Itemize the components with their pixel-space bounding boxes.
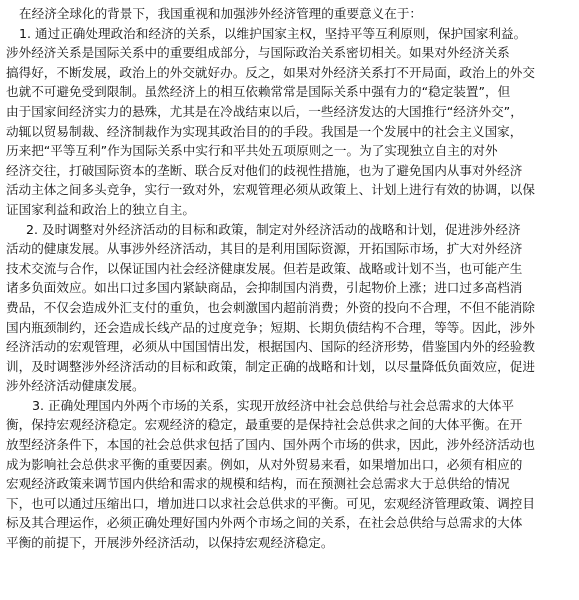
paragraph-3-line: 平衡的前提下，开展涉外经济活动，以保持宏观经济稳定。: [6, 535, 334, 551]
paragraph-1-line: 经济交往，打破国际资本的垄断、联合反对他们的歧视性措施，也为了避免国内从事对外经济: [6, 162, 523, 178]
paragraph-2-line: 诸多负面效应。如出口过多国内紧缺商品，会抑制国内消费，引起物价上涨；进口过多高档消: [6, 280, 523, 296]
paragraph-1: [6, 24, 573, 220]
intro-line: 在经济全球化的背景下，我国重视和加强涉外经济管理的重要意义在于：: [19, 6, 422, 21]
paragraph-1-line: 1. 通过正确处理政治和经济的关系，以维护国家主权，坚持平等互利原则，保护国家利益。: [19, 25, 527, 41]
paragraph-1-line: 也就不可避免受到限制。虽然经济上的相互依赖常常是国际关系中强有力的“稳定装置”，但: [6, 84, 511, 100]
paragraph-1-line: 动辄以贸易制裁、经济制裁作为实现其政治目的的手段。我国是一个发展中的社会主义国家，: [6, 123, 523, 139]
paragraph-3-line: 成为影响社会总供求平衡的重要因素。例如，从对外贸易来看，如果增加出口，必须有相应的: [6, 456, 523, 472]
paragraph-3-line: 衡，保持宏观经济稳定。宏观经济的稳定，最重要的是保持社会总供求之间的大体平衡。在开: [6, 417, 523, 433]
paragraph-1-line: 涉外经济关系是国际关系中的重要组成部分，与国际政治关系密切相关。如果对外经济关系: [6, 45, 510, 61]
paragraph-2: [6, 220, 573, 396]
paragraph-2-line: 活动的健康发展。从事涉外经济活动，其目的是利用国际资源，开拓国际市场，扩大对外经济: [6, 241, 523, 257]
paragraph-2-line: 国内瓶颈制约，还会造成长线产品的过度竞争；短期、长期负债结构不合理，等等。因此，涉外: [6, 319, 535, 335]
paragraph-1-line: 搞得好，不断发展，政治上的外交就好办。反之，如果对外经济关系打不开局面，政治上的外交: [6, 64, 535, 80]
paragraph-3-line: 3. 正确处理国内外两个市场的关系，实现开放经济中社会总供给与社会总需求的大体平: [32, 397, 514, 413]
paragraph-2-line: 涉外经济活动健康发展。: [6, 378, 145, 394]
paragraph-2-line: 费品，不仅会造成外汇支付的重负，也会刺激国内超前消费；外资的投向不合理，不但不能消除: [6, 299, 535, 315]
paragraph-1-line: 证国家利益和政治上的独立自主。: [6, 201, 195, 217]
paragraph-1-line: 历来把“平等互利”作为国际关系中实行和平共处五项原则之一。为了实现独立自主的对外: [6, 143, 498, 159]
paragraph-2-line: 2. 及时调整对外经济活动的目标和政策，制定对外经济活动的战略和计划，促进涉外经济: [26, 221, 521, 237]
paragraph-1-line: 由于国家间经济实力的悬殊，尤其是在冷战结束以后，一些经济发达的大国推行“经济外交”，: [6, 103, 523, 119]
paragraph-2-line: 经济活动的宏观管理，必须从中国国情出发，根据国内、国际的经济形势，借鉴国内外的经验教: [6, 339, 535, 355]
paragraph-3-line: 宏观经济政策来调节国内供给和需求的规模和结构，而在预测社会总需求大于总供给的情况: [6, 476, 510, 492]
paragraph-3: [6, 396, 573, 553]
paragraph-1-line: 活动主体之间多头竞争，实行一致对外，宏观管理必须从政策上、计划上进行有效的协调，以保: [6, 182, 535, 198]
paragraph-2-line: 技术交流与合作，以保证国内社会经济健康发展。但若是政策、战略或计划不当，也可能产生: [6, 260, 523, 276]
paragraph-3-line: 放型经济条件下，本国的社会总供求包括了国内、国外两个市场的供求，因此，涉外经济活动也: [6, 437, 535, 453]
paragraph-2-line: 训，及时调整涉外经济活动的目标和政策，制定正确的战略和计划，以尽量降低负面效应，促进: [6, 358, 535, 374]
paragraph-3-line: 标及其合理运作，必须正确处理好国内外两个市场之间的关系，在社会总供给与总需求的大体: [6, 515, 523, 531]
paragraph-3-line: 下，也可以通过压缩出口，增加进口以求社会总供求的平衡。可见，宏观经济管理政策、调控目: [6, 495, 535, 511]
